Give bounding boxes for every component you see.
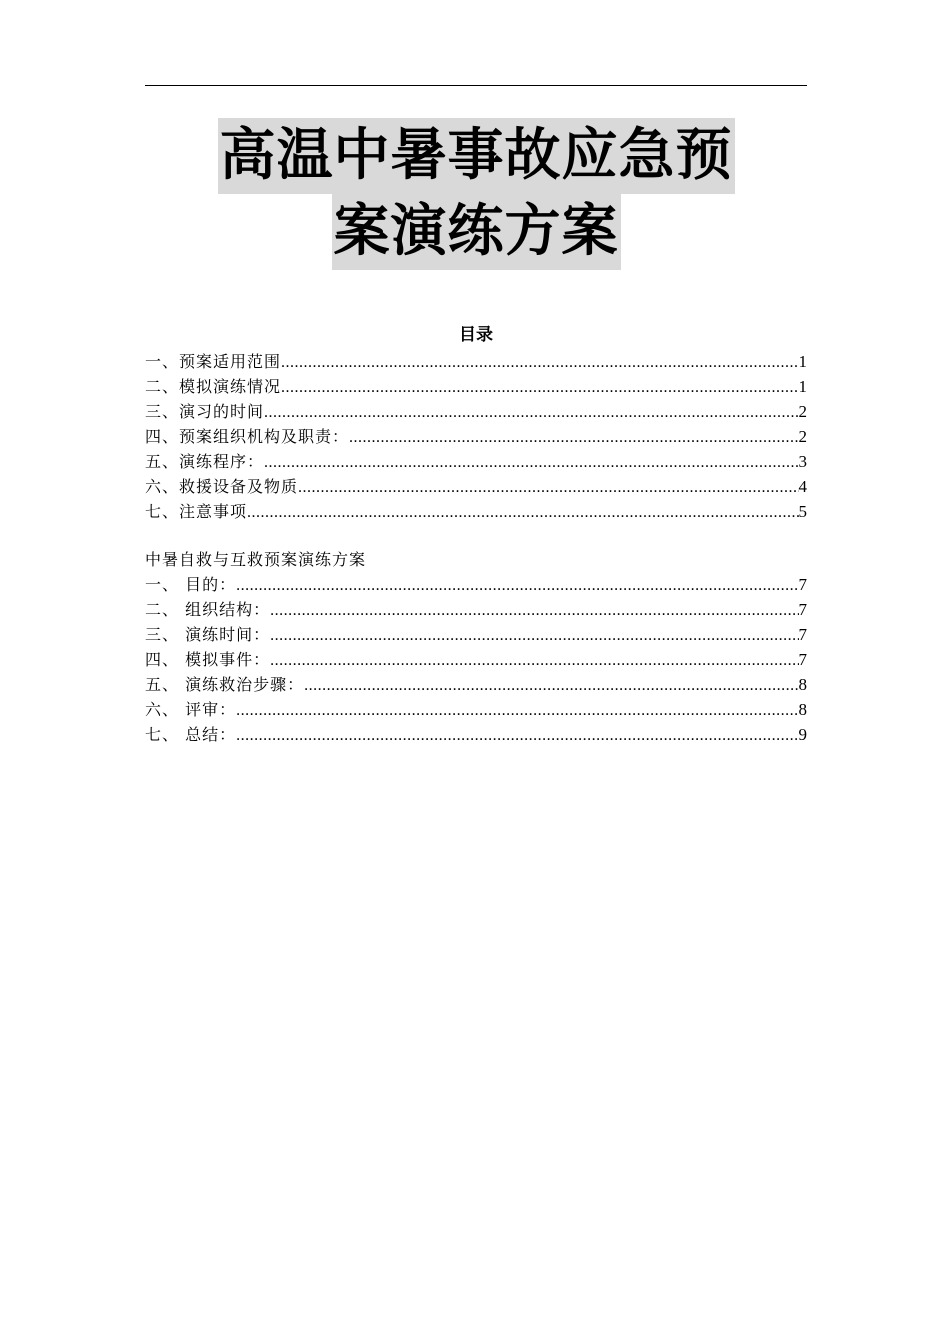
toc-leader-dots [270, 598, 798, 623]
toc-leader-dots [264, 450, 798, 475]
toc-page-number: 7 [798, 575, 807, 594]
toc-leader-dots [281, 350, 798, 375]
toc-entry-text: 四、 模拟事件： [145, 650, 271, 669]
toc-entry-text: 三、演习的时间 [145, 402, 265, 421]
header-rule [145, 85, 807, 86]
toc-entry-text: 四、预案组织机构及职责： [145, 427, 350, 446]
toc-entry-text: 二、模拟演练情况 [145, 377, 282, 396]
toc-leader-dots [298, 475, 798, 500]
toc-leader-dots [349, 425, 798, 450]
toc-entry-text: 七、注意事项 [145, 502, 248, 521]
toc-heading: 目录 [459, 325, 493, 345]
toc-page-number: 1 [798, 377, 807, 396]
toc-entry[interactable] [145, 349, 807, 374]
toc-page-number: 5 [798, 502, 807, 521]
toc-page-number: 1 [798, 352, 807, 371]
toc-entry-text: 七、 总结： [145, 725, 237, 744]
toc-page-number: 2 [798, 427, 807, 446]
toc-entry[interactable] [145, 647, 807, 672]
toc-entry[interactable] [145, 597, 807, 622]
toc-entry[interactable] [145, 424, 807, 449]
toc-leader-dots [236, 723, 798, 748]
toc-entry-text: 一、预案适用范围 [145, 352, 282, 371]
toc-leader-dots [236, 573, 798, 598]
toc-leader-dots [264, 400, 798, 425]
toc-entry[interactable] [145, 474, 807, 499]
toc-entry-text: 六、救援设备及物质 [145, 477, 299, 496]
toc-entry[interactable] [145, 399, 807, 424]
toc-entry[interactable] [145, 697, 807, 722]
toc-page-number: 7 [798, 600, 807, 619]
toc-page-number: 7 [798, 650, 807, 669]
toc-page-number: 9 [798, 725, 807, 744]
toc-entry[interactable] [145, 572, 807, 597]
toc-entry-text: 二、 组织结构： [145, 600, 271, 619]
toc-section-title: 中暑自救与互救预案演练方案 [145, 550, 367, 569]
title-line-2: 案演练方案 [332, 194, 621, 270]
toc-page-number: 2 [798, 402, 807, 421]
toc-leader-dots [247, 500, 798, 525]
toc-leader-dots [270, 648, 798, 673]
toc-leader-dots [270, 623, 798, 648]
toc-section2-list [145, 572, 807, 747]
toc-entry-text: 五、 演练救治步骤： [145, 675, 305, 694]
toc-page-number: 8 [798, 700, 807, 719]
toc-entry-text: 三、 演练时间： [145, 625, 271, 644]
toc-page-number: 3 [798, 452, 807, 471]
toc-entry[interactable] [145, 374, 807, 399]
title-line-1: 高温中暑事故应急预 [218, 118, 735, 194]
toc-entry-text: 一、 目的： [145, 575, 237, 594]
toc-entry[interactable] [145, 449, 807, 474]
toc-page-number: 4 [798, 477, 807, 496]
toc-entry[interactable] [145, 499, 807, 524]
toc-leader-dots [304, 673, 798, 698]
toc-entry[interactable] [145, 722, 807, 747]
toc-entry[interactable] [145, 672, 807, 697]
toc-leader-dots [281, 375, 798, 400]
toc-entry-text: 六、 评审： [145, 700, 237, 719]
toc-entry-text: 五、演练程序： [145, 452, 265, 471]
document-title [145, 118, 807, 270]
toc-entry[interactable] [145, 622, 807, 647]
toc-list [145, 349, 807, 524]
toc-leader-dots [236, 698, 798, 723]
toc-page-number: 8 [798, 675, 807, 694]
toc-page-number: 7 [798, 625, 807, 644]
